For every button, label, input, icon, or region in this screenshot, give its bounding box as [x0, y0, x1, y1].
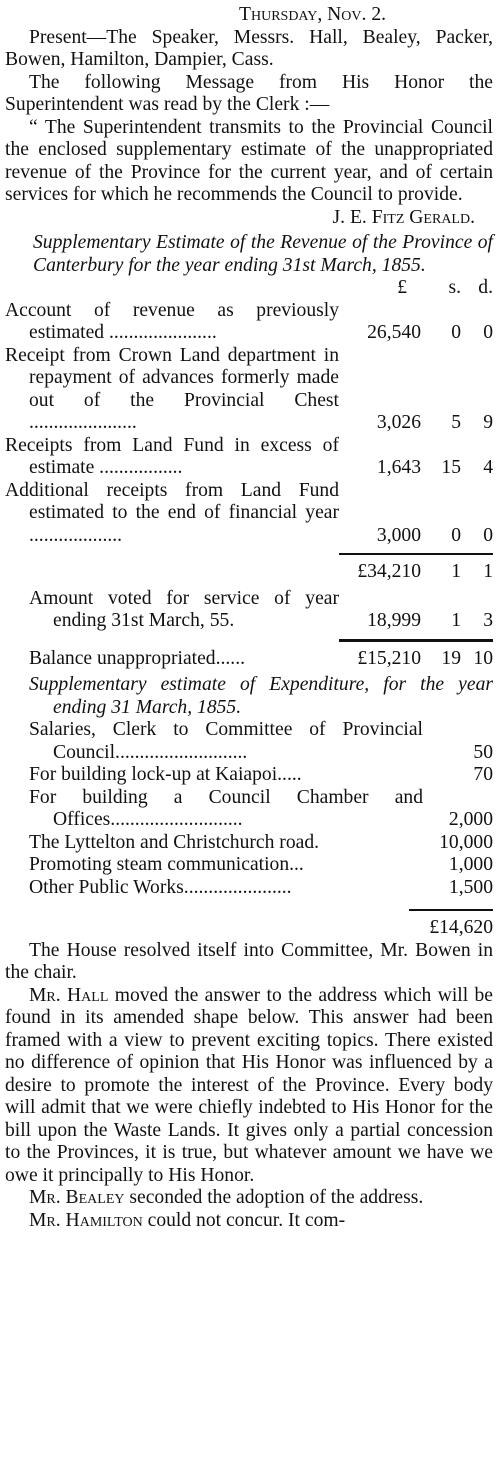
revenue-row-shillings: 0	[451, 322, 461, 343]
revenue-row-pounds: 1,643	[376, 457, 421, 478]
committee-paragraph: The House resolved itself into Committee, Mr. Bowen in the chair.	[5, 939, 493, 983]
balance-rule	[339, 639, 493, 642]
revenue-row-pounds: 3,026	[376, 412, 421, 433]
balance-pence: 10	[473, 647, 493, 669]
revenue-row-label: Additional receipts from Land Fund estimated to the end of financial year ...................	[5, 479, 339, 546]
revenue-row	[5, 480, 493, 548]
revenue-row-pence: 0	[483, 524, 493, 546]
revenue-column-headers	[5, 277, 493, 300]
expenditure-row-label: The Lyttelton and Christchurch road.	[29, 831, 320, 853]
expenditure-row-value: 70	[473, 764, 493, 785]
revenue-table	[5, 300, 493, 671]
expenditure-row-label: For building a Council Chamber and Offices...........................	[29, 786, 423, 830]
signature: J. E. Fitz Gerald.	[332, 206, 475, 228]
expenditure-row	[29, 764, 493, 787]
expenditure-row	[29, 877, 493, 900]
pound-column-header: £	[397, 277, 407, 298]
expenditure-row-value: 1,500	[448, 876, 493, 898]
balance-label: Balance unappropriated......	[29, 647, 245, 669]
expenditure-row	[29, 787, 493, 832]
hall-paragraph	[5, 985, 493, 1188]
revenue-row-pence: 9	[483, 412, 493, 433]
expenditure-row-value: 1,000	[448, 854, 493, 875]
revenue-row-pounds: 26,540	[367, 322, 421, 343]
revenue-total-pence: 1	[483, 561, 493, 582]
balance-row	[5, 648, 493, 671]
superintendent-message: “ The Superintendent transmits to the Provincial Council the enclosed supplementary estimate of the unappropriated revenue of the Province for the current year, and of certain services for which he recommends the Council to provide.	[5, 116, 493, 205]
bealey-paragraph	[5, 1187, 493, 1210]
revenue-row-shillings: 5	[451, 412, 461, 433]
revenue-row-label: Receipt from Crown Land department in repayment of advances formerly made out of the Provincial Chest ......................	[5, 344, 339, 433]
date-heading: Thursday, Nov. 2.	[239, 4, 387, 25]
speaker-name: Mr. Hall	[29, 984, 109, 1006]
amount-voted-row	[5, 588, 493, 633]
bealey-speech: seconded the adoption of the address.	[124, 1187, 424, 1208]
revenue-row-pence: 4	[483, 457, 493, 478]
speaker-name: Mr. Bealey	[29, 1187, 125, 1208]
revenue-row	[5, 300, 493, 345]
expenditure-row	[29, 832, 493, 855]
expenditure-estimate-title: Supplementary estimate of Expenditure, for the year ending 31 March, 1855.	[29, 674, 493, 718]
pence-column-header: d.	[478, 277, 493, 298]
expenditure-total-rule	[409, 909, 493, 911]
present-paragraph: Present—The Speaker, Messrs. Hall, Bealey, Packer, Bowen, Hamilton, Dampier, Cass.	[5, 26, 493, 70]
hall-speech: moved the answer to the address which will be found in its amended shape below. This answer had been framed with a view to prevent exciting topics. There existed no difference of opinion that His Honor was influenced by a desire to promote the interest of the Province. Every body will admit that we were chiefly indebted to His Honor for the bill upon the Waste Lands. It gives only a partial concession to the Provinces, it is true, but whatever amount we have we owe it principally to His Honor.	[5, 984, 494, 1186]
revenue-row	[5, 435, 493, 480]
expenditure-row-label: Other Public Works......................	[29, 876, 292, 898]
revenue-row	[5, 345, 493, 435]
amount-voted-pence: 3	[483, 610, 493, 631]
amount-voted-pounds: 18,999	[367, 610, 421, 631]
revenue-row-pounds: 3,000	[376, 524, 421, 546]
revenue-row-pence: 0	[483, 322, 493, 343]
message-intro-paragraph: The following Message from His Honor the Superintendent was read by the Clerk :—	[5, 71, 493, 115]
revenue-estimate-title: Supplementary Estimate of the Revenue of the Province of Canterbury for the year ending 31st March, 1855.	[33, 232, 493, 276]
expenditure-row	[29, 854, 493, 877]
expenditure-table	[5, 719, 493, 940]
expenditure-total: £14,620	[429, 917, 493, 938]
balance-pounds: £15,210	[357, 647, 421, 669]
expenditure-row-label: For building lock-up at Kaiapoi.....	[29, 764, 302, 785]
speaker-name: Mr. Hamilton	[29, 1209, 143, 1231]
amount-voted-shillings: 1	[451, 610, 461, 631]
shilling-column-header: s.	[448, 277, 461, 298]
expenditure-row-value: 2,000	[448, 809, 493, 830]
revenue-row-shillings: 15	[441, 457, 461, 478]
balance-shillings: 19	[441, 647, 461, 669]
revenue-row-shillings: 0	[451, 524, 461, 546]
revenue-total-pounds: £34,210	[357, 561, 421, 582]
revenue-total-shillings: 1	[451, 561, 461, 582]
revenue-row-label: Account of revenue as previously estimated ......................	[5, 299, 339, 343]
revenue-row-label: Receipts from Land Fund in excess of estimate .................	[5, 434, 339, 478]
expenditure-row-label: Promoting steam communication...	[29, 854, 304, 875]
expenditure-row-label: Salaries, Clerk to Committee of Provincial Council...........................	[29, 719, 423, 763]
total-rule	[339, 553, 493, 555]
signature-line	[5, 207, 493, 230]
expenditure-row	[29, 719, 493, 764]
expenditure-row-value: 10,000	[439, 831, 493, 853]
amount-voted-label: Amount voted for service of year ending 31st March, 55.	[29, 587, 339, 631]
hamilton-speech: could not concur. It com-	[142, 1209, 346, 1231]
expenditure-row-value: 50	[473, 741, 493, 763]
revenue-total-row	[5, 561, 493, 584]
hamilton-paragraph	[5, 1210, 493, 1233]
